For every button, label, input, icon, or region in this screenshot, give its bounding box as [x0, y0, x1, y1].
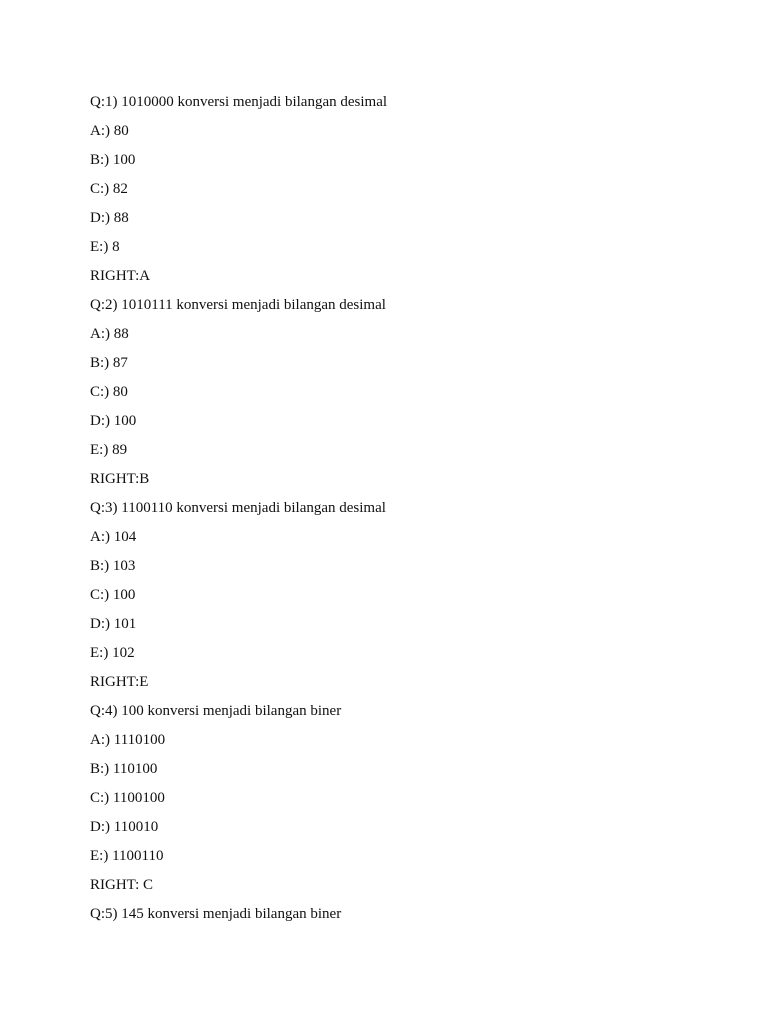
question-1-option-e: E:) 8: [90, 239, 120, 255]
question-1-option-a: A:) 80: [90, 123, 129, 139]
question-2-option-c: C:) 80: [90, 384, 128, 400]
question-1-option-b: B:) 100: [90, 152, 136, 168]
question-2-option-d: D:) 100: [90, 413, 137, 429]
question-1-option-c: C:) 82: [90, 181, 128, 197]
question-3-option-d: D:) 101: [90, 616, 137, 632]
question-3-option-a: A:) 104: [90, 529, 137, 545]
question-1-option-d: D:) 88: [90, 210, 129, 226]
question-3-option-c: C:) 100: [90, 587, 136, 603]
question-4-answer: RIGHT: C: [90, 877, 154, 893]
question-3-answer: RIGHT:E: [90, 674, 149, 690]
question-4-option-d: D:) 110010: [90, 819, 159, 835]
question-5-text: Q:5) 145 konversi menjadi bilangan biner: [90, 906, 342, 922]
question-2-option-a: A:) 88: [90, 326, 129, 342]
question-2-option-b: B:) 87: [90, 355, 128, 371]
question-3-text: Q:3) 1100110 konversi menjadi bilangan desimal: [90, 500, 386, 516]
question-4-option-b: B:) 110100: [90, 761, 158, 777]
question-1-text: Q:1) 1010000 konversi menjadi bilangan desimal: [90, 94, 388, 110]
question-2-option-e: E:) 89: [90, 442, 128, 458]
question-4-option-a: A:) 1110100: [90, 732, 166, 748]
question-2-text: Q:2) 1010111 konversi menjadi bilangan desimal: [90, 297, 386, 313]
question-2-answer: RIGHT:B: [90, 471, 150, 487]
question-4-option-e: E:) 1100110: [90, 848, 164, 864]
question-1-answer: RIGHT:A: [90, 268, 151, 284]
question-4-option-c: C:) 1100100: [90, 790, 165, 806]
question-3-option-b: B:) 103: [90, 558, 136, 574]
document-page: [90, 92, 730, 933]
question-3-option-e: E:) 102: [90, 645, 135, 661]
question-4-text: Q:4) 100 konversi menjadi bilangan biner: [90, 703, 342, 719]
